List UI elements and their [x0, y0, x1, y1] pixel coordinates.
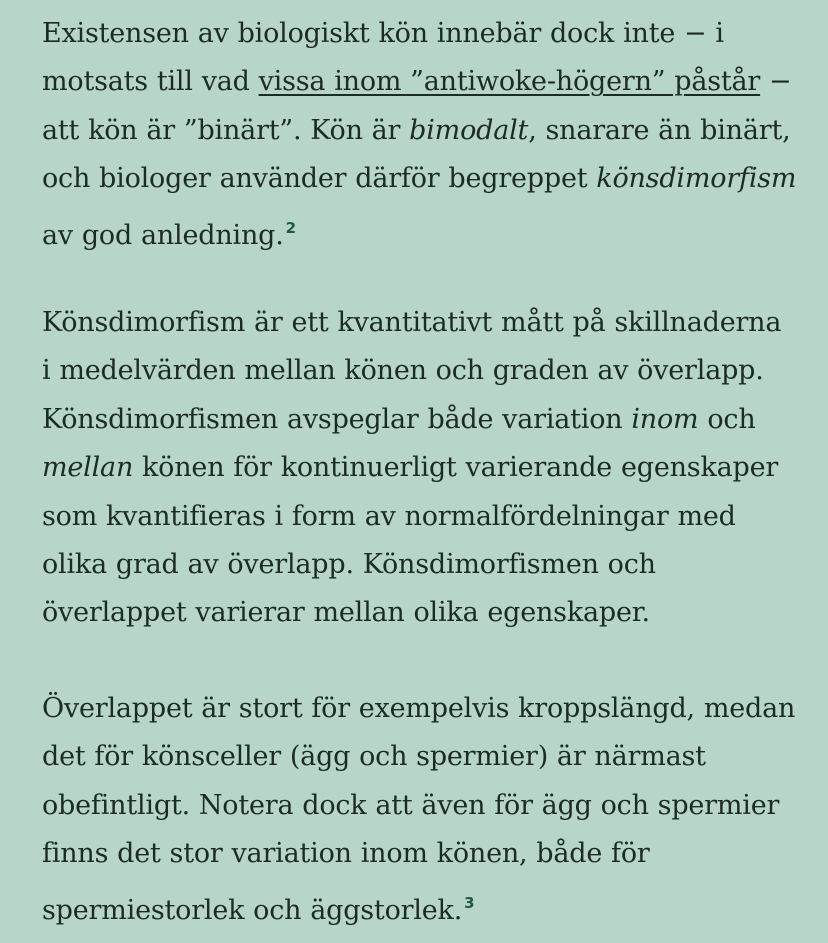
- text-run: Överlappet är stort för exempelvis kroppslängd, medan: [42, 693, 796, 724]
- text-run: Existensen av biologiskt kön innebär dock inte − i: [42, 18, 724, 49]
- paragraph-3: [42, 685, 795, 935]
- text-run: Könsdimorfismen avspeglar både variation: [42, 403, 632, 435]
- text-line: [42, 396, 781, 444]
- text-run: , snarare än binärt,: [528, 114, 791, 146]
- footnote-ref-2[interactable]: 2: [285, 218, 296, 237]
- emphasis-text: könsdimorfism: [596, 163, 797, 195]
- text-line: [42, 58, 796, 106]
- inline-link[interactable]: vissa inom ”antiwoke-högern” påstår: [258, 66, 761, 98]
- text-run: olika grad av överlapp. Könsdimorfismen och: [42, 549, 656, 581]
- text-run: överlappet varierar mellan olika egenskaper.: [42, 597, 650, 629]
- text-run: och: [698, 403, 756, 435]
- text-line: [42, 155, 796, 203]
- text-run: finns det stor variation inom könen, både för: [42, 838, 650, 870]
- text-run: −: [760, 66, 792, 98]
- text-run: spermiestorlek och äggstorlek.: [42, 894, 463, 926]
- paragraph-2: [42, 299, 781, 638]
- text-line: [42, 10, 796, 58]
- text-line: [42, 879, 795, 935]
- text-run: och biologer använder därför begreppet: [42, 163, 597, 195]
- text-run: det för könsceller (ägg och spermier) är närmast: [42, 741, 706, 773]
- text-line: [42, 107, 796, 155]
- emphasis-text: inom: [631, 403, 699, 435]
- text-line: [42, 733, 795, 781]
- text-line: [42, 444, 781, 492]
- text-line: [42, 830, 795, 878]
- text-line: [42, 493, 781, 541]
- text-line: [42, 782, 795, 830]
- text-run: i medelvärden mellan könen och graden av överlapp.: [42, 355, 764, 387]
- text-line: [42, 541, 781, 589]
- text-run: av god anledning.: [42, 219, 284, 251]
- text-run: motsats till vad: [42, 66, 259, 98]
- text-line: [42, 204, 796, 260]
- text-run: obefintligt. Notera dock att även för ägg och spermier: [42, 789, 780, 821]
- text-run: könen för kontinuerligt varierande egenskaper: [133, 452, 779, 484]
- text-line: [42, 347, 781, 395]
- paragraph-1: [42, 10, 796, 260]
- text-line: [42, 685, 795, 733]
- text-run: som kvantifieras i form av normalfördelningar med: [42, 500, 736, 532]
- text-line: [42, 589, 781, 637]
- text-run: Könsdimorfism är ett kvantitativt mått på skillnaderna: [42, 307, 782, 338]
- emphasis-text: mellan: [42, 452, 134, 484]
- footnote-ref-3[interactable]: 3: [464, 893, 475, 912]
- text-run: att kön är ”binärt”. Kön är: [42, 114, 410, 146]
- emphasis-text: bimodalt: [409, 114, 529, 146]
- text-line: [42, 299, 781, 347]
